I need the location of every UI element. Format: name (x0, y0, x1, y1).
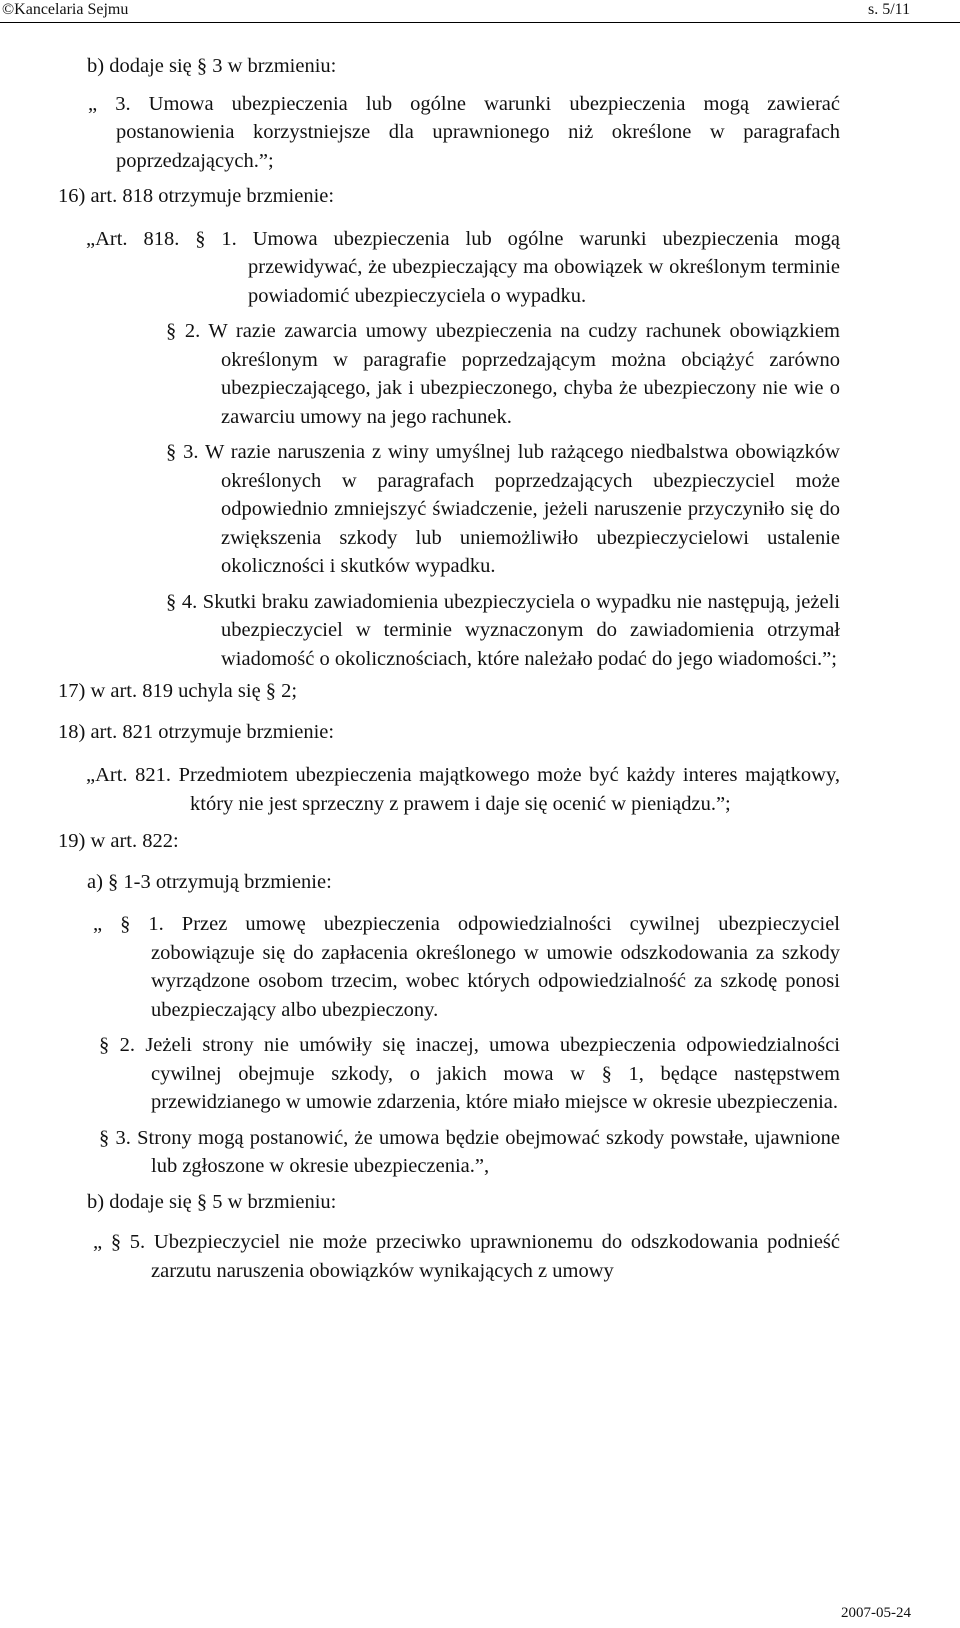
footer-date: 2007-05-24 (841, 1605, 911, 1621)
point-16-intro: 16) art. 818 otrzymuje brzmienie: (58, 185, 335, 207)
header-divider (0, 22, 960, 23)
art818-par1-text: „Art. 818. § 1. Umowa ubezpieczenia lub ogólne warunki ubezpieczenia mogą przewidywać, że ubezpieczający ma obowiązek w określonym terminie powiadomić ubezpieczyciela o wypadku. (86, 227, 840, 307)
art822-par2-text: § 2. Jeżeli strony nie umówiły się inaczej, umowa ubezpieczenia odpowiedzialności cywilnej obejmuje szkody, o jakich mowa w § 1, będące następstwem przewidzianego w umowie zdarzenia, które miało miejsce w okresie ubezpieczenia. (99, 1034, 840, 1113)
point-18-intro: 18) art. 821 otrzymuje brzmienie: (58, 720, 335, 743)
header-copyright: ©Kancelaria Sejmu (2, 1, 129, 18)
point-19-intro: 19) w art. 822: (58, 830, 179, 852)
point-17-text: 17) w art. 819 uchyla się § 2; (58, 680, 298, 702)
amendment-a-intro: a) § 1-3 otrzymują brzmienie: (87, 870, 332, 893)
art817-par3-text: „ 3. Umowa ubezpieczenia lub ogólne warunki ubezpieczenia mogą zawierać postanowienia korzystniejsze dla uprawnionego niż określone w paragrafach poprzedzających.”; (88, 92, 840, 172)
art821-text: „Art. 821. Przedmiotem ubezpieczenia majątkowego może być każdy interes majątkowy, który nie jest sprzeczny z prawem i daje się ocenić w pieniądzu.”; (86, 764, 840, 815)
amendment-b2-intro: b) dodaje się § 5 w brzmieniu: (87, 1190, 337, 1213)
page-header (0, 0, 960, 22)
header-page-number: s. 5/11 (868, 1, 911, 18)
art822-par1-text: „ § 1. Przez umowę ubezpieczenia odpowiedzialności cywilnej ubezpieczyciel zobowiązuje się do zapłacenia określonego w umowie odszkodowania za szkody wyrządzone osobom trzecim, wobec których odpowiedzialność za szkodę ponosi ubezpieczający albo ubezpieczony. (93, 913, 840, 1021)
art822-par3-text: § 3. Strony mogą postanowić, że umowa będzie obejmować szkody powstałe, ujawnione lub zgłoszone w okresie ubezpieczenia.”, (99, 1126, 840, 1177)
art818-par4-text: § 4. Skutki braku zawiadomienia ubezpieczyciela o wypadku nie następują, jeżeli ubezpieczyciel w terminie wyznaczonym do zawiadomienia otrzymał wiadomość o okolicznościach, które należało podać do jego wiadomości.”; (166, 590, 840, 670)
art822-par5-text: „ § 5. Ubezpieczyciel nie może przeciwko uprawnionemu do odszkodowania podnieść zarzutu naruszenia obowiązków wynikających z umowy (93, 1231, 840, 1282)
art818-par2-text: § 2. W razie zawarcia umowy ubezpieczenia na cudzy rachunek obowiązkiem określonym w paragrafie poprzedzającym można obciążyć zarówno ubezpieczającego, jak i ubezpieczonego, chyba że ubezpieczony nie wie o zawarciu umowy na jego rachunek. (166, 320, 840, 428)
art818-par3-text: § 3. W razie naruszenia z winy umyślnej lub rażącego niedbalstwa obowiązków określonych w paragrafach poprzedzających ubezpieczyciel może odpowiednio zmniejszyć świadczenie, jeżeli naruszenie przyczyniło się do zwiększenia szkody lub uniemożliwiło ubezpieczycielowi ustalenie okoliczności i skutków wypadku. (166, 441, 840, 577)
document-body (0, 52, 960, 1285)
amendment-b-intro: b) dodaje się § 3 w brzmieniu: (87, 55, 337, 77)
